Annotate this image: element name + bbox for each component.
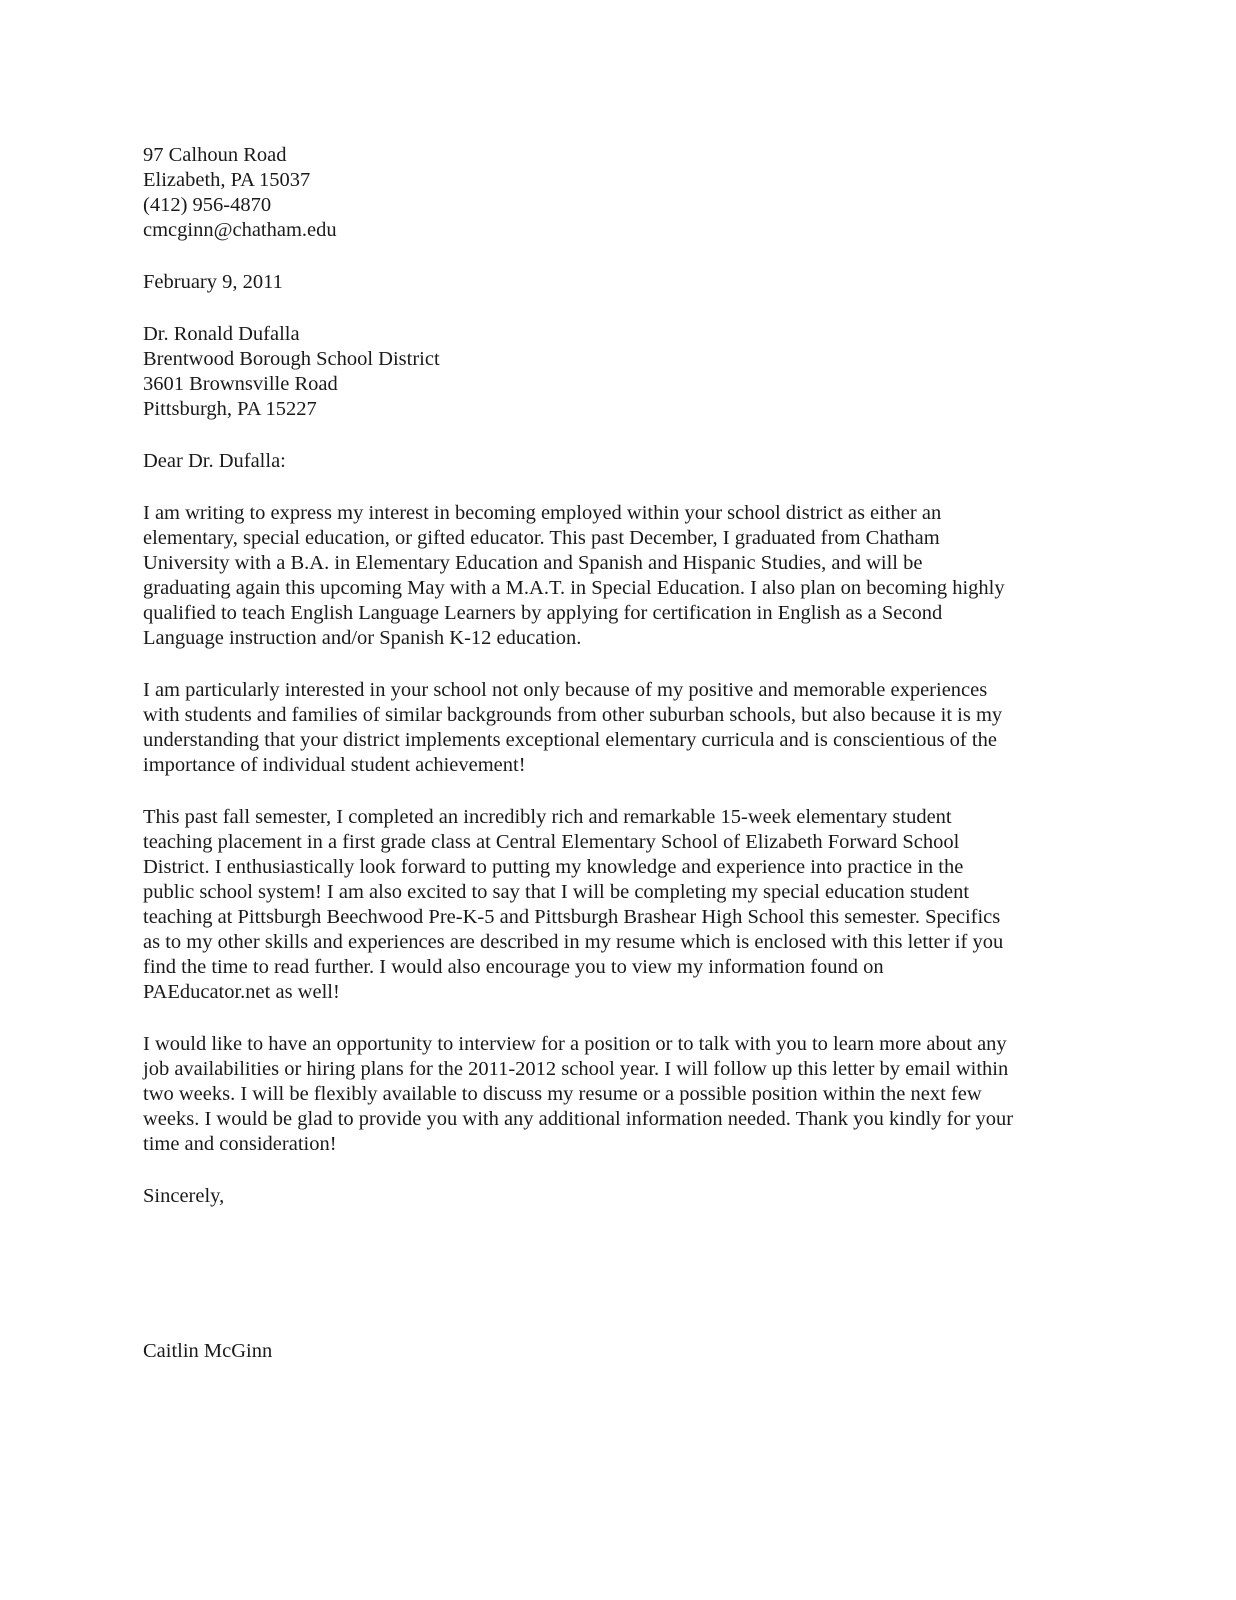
paragraph-line: weeks. I would be glad to provide you with any additional information needed. Thank you kindly for your (143, 1108, 1014, 1130)
recipient-organization: Brentwood Borough School District (143, 348, 440, 370)
body-paragraph-4 (143, 1032, 1083, 1157)
cover-letter (143, 143, 1083, 1364)
paragraph-line: I would like to have an opportunity to interview for a position or to talk with you to learn more about any (143, 1033, 1007, 1055)
paragraph-line: understanding that your district implements exceptional elementary curricula and is conscientious of the (143, 729, 997, 751)
paragraph-line: I am particularly interested in your school not only because of my positive and memorable experiences (143, 679, 988, 701)
recipient-street: 3601 Brownsville Road (143, 373, 338, 395)
paragraph-line: teaching at Pittsburgh Beechwood Pre-K-5 and Pittsburgh Brashear High School this semester. Specifics (143, 906, 1001, 928)
body-paragraph-2 (143, 678, 1083, 778)
sender-city-line: Elizabeth, PA 15037 (143, 169, 311, 191)
sender-email: cmcginn@chatham.edu (143, 219, 337, 241)
closing: Sincerely, (143, 1185, 225, 1207)
recipient-address (143, 322, 1083, 422)
signature-name: Caitlin McGinn (143, 1340, 273, 1362)
paragraph-line: District. I enthusiastically look forward to putting my knowledge and experience into practice in the (143, 856, 964, 878)
paragraph-line: elementary, special education, or gifted educator. This past December, I graduated from Chatham (143, 527, 940, 549)
salutation-block (143, 449, 1083, 474)
paragraph-line: public school system! I am also excited to say that I will be completing my special education student (143, 881, 970, 903)
sender-street: 97 Calhoun Road (143, 144, 287, 166)
paragraph-line: qualified to teach English Language Learners by applying for certification in English as a Second (143, 602, 943, 624)
paragraph-line: I am writing to express my interest in becoming employed within your school district as either an (143, 502, 942, 524)
closing-block (143, 1184, 1083, 1209)
paragraph-line: as to my other skills and experiences are described in my resume which is enclosed with this letter if you (143, 931, 1004, 953)
paragraph-line: job availabilities or hiring plans for the 2011-2012 school year. I will follow up this letter by email within (143, 1058, 1009, 1080)
paragraph-line: PAEducator.net as well! (143, 981, 340, 1003)
paragraph-line: This past fall semester, I completed an incredibly rich and remarkable 15-week elementary student (143, 806, 952, 828)
paragraph-line: two weeks. I will be flexibly available to discuss my resume or a possible position within the next few (143, 1083, 982, 1105)
paragraph-line: find the time to read further. I would also encourage you to view my information found on (143, 956, 884, 978)
sender-phone: (412) 956-4870 (143, 194, 272, 216)
letter-date: February 9, 2011 (143, 271, 283, 293)
paragraph-line: University with a B.A. in Elementary Education and Spanish and Hispanic Studies, and will be (143, 552, 923, 574)
recipient-city-line: Pittsburgh, PA 15227 (143, 398, 317, 420)
sender-address (143, 143, 1083, 243)
paragraph-line: with students and families of similar backgrounds from other suburban schools, but also because it is my (143, 704, 1003, 726)
letter-date-block (143, 270, 1083, 295)
signature-block (143, 1339, 1083, 1364)
salutation: Dear Dr. Dufalla: (143, 450, 286, 472)
recipient-name: Dr. Ronald Dufalla (143, 323, 300, 345)
paragraph-line: Language instruction and/or Spanish K-12 education. (143, 627, 582, 649)
paragraph-line: time and consideration! (143, 1133, 337, 1155)
paragraph-line: teaching placement in a first grade class at Central Elementary School of Elizabeth Forward School (143, 831, 960, 853)
body-paragraph-1 (143, 501, 1083, 651)
paragraph-line: importance of individual student achievement! (143, 754, 526, 776)
paragraph-line: graduating again this upcoming May with a M.A.T. in Special Education. I also plan on becoming highly (143, 577, 1005, 599)
body-paragraph-3 (143, 805, 1083, 1005)
